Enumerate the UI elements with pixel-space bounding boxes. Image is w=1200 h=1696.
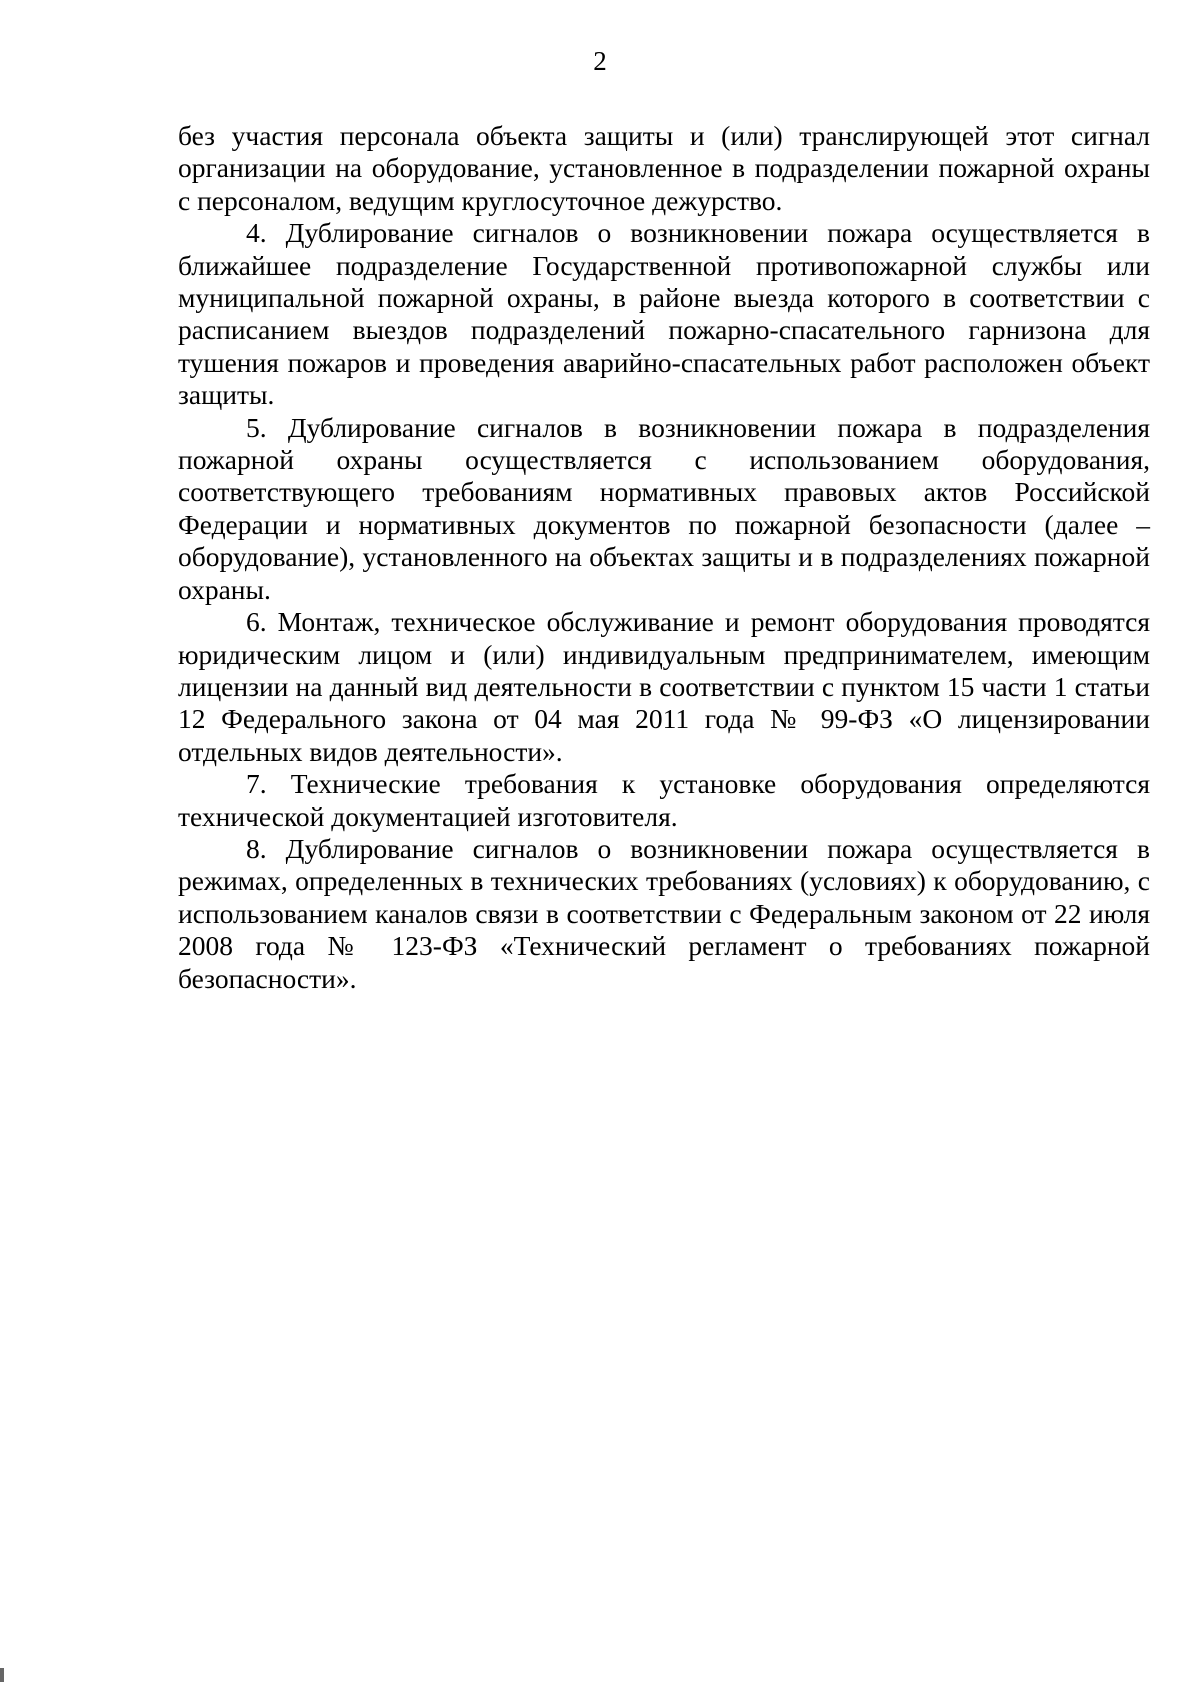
paragraph-4: 4. Дублирование сигналов о возникновении пожара осуществляется в ближайшее подразделение Государственной противопожарной службы или муниципальной пожарной охраны, в районе выезда которого в соответствии с расписанием выездов подразделений пожарно-спасательного гарнизона для тушения пожаров и проведения аварийно-спасательных работ расположен объект защиты. <box>178 217 1150 411</box>
paragraph-7: 7. Технические требования к установке оборудования определяются технической документацией изготовителя. <box>178 768 1150 832</box>
paragraph-6: 6. Монтаж, техническое обслуживание и ремонт оборудования проводятся юридическим лицом и (или) индивидуальным предпринимателем, имеющим лицензии на данный вид деятельности в соответствии с пунктом 15 части 1 статьи 12 Федерального закона от 04 мая 2011 года № 99-ФЗ «О лицензировании отдельных видов деятельности». <box>178 606 1150 767</box>
paragraph-5: 5. Дублирование сигналов в возникновении пожара в подразделения пожарной охраны осуществляется с использованием оборудования, соответствующего требованиям нормативных правовых актов Российской Федерации и нормативных документов по пожарной безопасности (далее – оборудование), установленного на объектах защиты и в подразделениях пожарной охраны. <box>178 411 1150 605</box>
page-number: 2 <box>593 46 607 76</box>
paragraph-continuation: без участия персонала объекта защиты и (или) транслирующей этот сигнал организации на оборудование, установленное в подразделении пожарной охраны с персоналом, ведущим круглосуточное дежурство. <box>178 120 1150 216</box>
scan-edge-mark <box>0 1668 4 1682</box>
document-body <box>178 120 1150 995</box>
paragraph-8: 8. Дублирование сигналов о возникновении пожара осуществляется в режимах, определенных в технических требованиях (условиях) к оборудованию, с использованием каналов связи в соответствии с Федеральным законом от 22 июля 2008 года № 123-ФЗ «Технический регламент о требованиях пожарной безопасности». <box>178 832 1150 994</box>
